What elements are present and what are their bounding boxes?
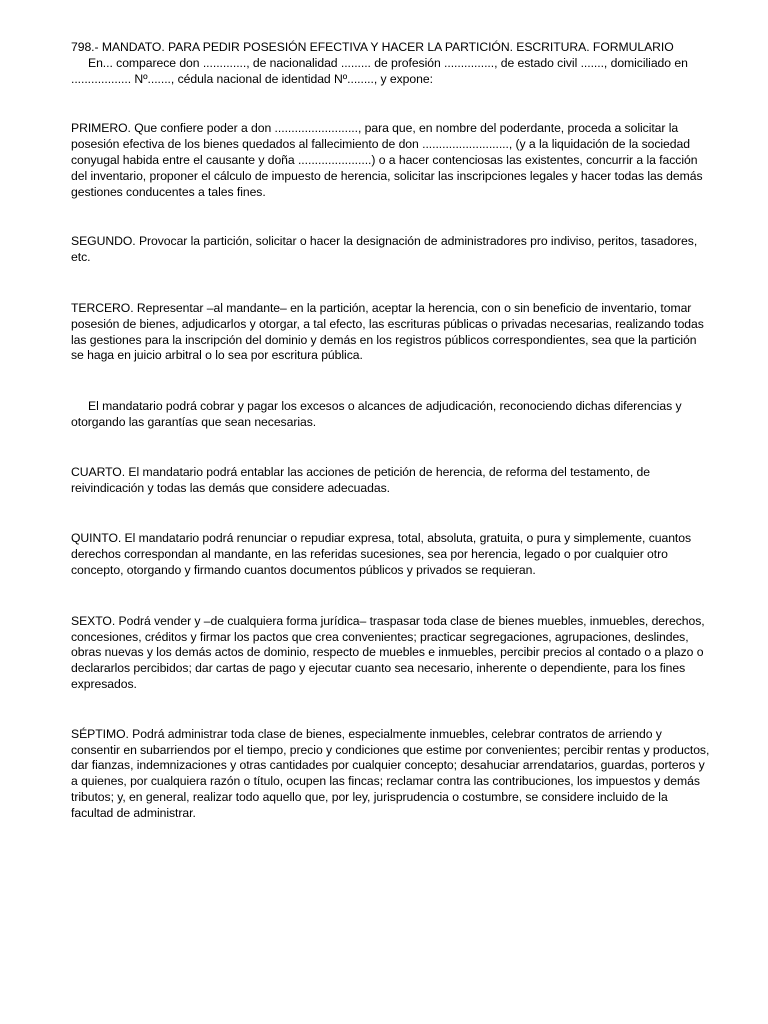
clause-primero: PRIMERO. Que confiere poder a don ........................., para que, en nombre del poderdante, proceda a solicitar la posesión efectiva de los bienes quedados al fallecimiento de don .........................., (y a la liquidación de la sociedad conyugal habida entre el causante y doña ......................) o a hacer contenciosas las existentes, concurrir a la facción del inventario, proponer el cálculo de impuesto de herencia, solicitar las inscripciones legales y hacer todas las demás gestiones conducentes a tales fines.: [71, 121, 703, 199]
clause-quinto: QUINTO. El mandatario podrá renunciar o repudiar expresa, total, absoluta, gratuita, o pura y simplemente, cuantos derechos correspondan al mandante, en las referidas sucesiones, sea por herencia, legado o por cualquier otro concepto, otorgando y firmando cuantos documentos públicos y privados se requieran.: [71, 531, 692, 577]
clause-cuarto: CUARTO. El mandatario podrá entablar las acciones de petición de herencia, de reforma del testamento, de reivindicación y todas las demás que considere adecuadas.: [71, 464, 651, 495]
clause-septimo: SÉPTIMO. Podrá administrar toda clase de bienes, especialmente inmuebles, celebrar contratos de arriendo y consentir en subarriendos por el tiempo, precio y condiciones que estime por convenientes; percibir rentas y productos, dar fianzas, indemnizaciones y otras cantidades por cualquier concepto; desahuciar arrendatarios, guardas, porteros y a quienes, por cualquiera razón o título, ocupen las fincas; reclamar contra las contribuciones, los impuestos y demás tributos; y, en general, realizar todo aquello que, por ley, jurisprudencia o costumbre, se considere incluido de la facultad de administrar.: [71, 726, 710, 820]
clause-segundo: SEGUNDO. Provocar la partición, solicitar o hacer la designación de administradores pro indiviso, peritos, tasadores, etc.: [71, 234, 698, 265]
document-page: [71, 40, 711, 822]
document-title: 798.- MANDATO. PARA PEDIR POSESIÓN EFECTIVA Y HACER LA PARTICIÓN. ESCRITURA. FORMULARIO: [71, 40, 674, 54]
clause-tercero: TERCERO. Representar –al mandante– en la partición, aceptar la herencia, con o sin beneficio de inventario, tomar posesión de bienes, adjudicarlos y otorgar, a tal efecto, las escrituras públicas o privadas necesarias, realizando todas las gestiones para la inscripción del dominio y demás en los registros públicos correspondientes, sea que la partición se haga en juicio arbitral o lo sea por escritura pública.: [71, 300, 704, 363]
clause-sexto: SEXTO. Podrá vender y –de cualquiera forma jurídica– traspasar toda clase de bienes muebles, inmuebles, derechos, concesiones, créditos y firmar los pactos que crea convenientes; practicar segregaciones, agrupaciones, deslindes, obras nuevas y los demás actos de dominio, respecto de muebles e inmuebles, percibir precios al contado o a plazo o declararlos percibidos; dar cartas de pago y ejecutar cuanto sea necesario, inherente o dependiente, para los fines expresados.: [71, 613, 705, 691]
intro-paragraph: En... comparece don ............., de nacionalidad ......... de profesión ..............., de estado civil ......., domiciliado en .................. Nº......., cédula nacional de identidad Nº........, y expone:: [71, 55, 688, 86]
paragraph-mandatario: El mandatario podrá cobrar y pagar los excesos o alcances de adjudicación, reconociendo dichas diferencias y otorgando las garantías que sean necesarias.: [71, 399, 682, 429]
